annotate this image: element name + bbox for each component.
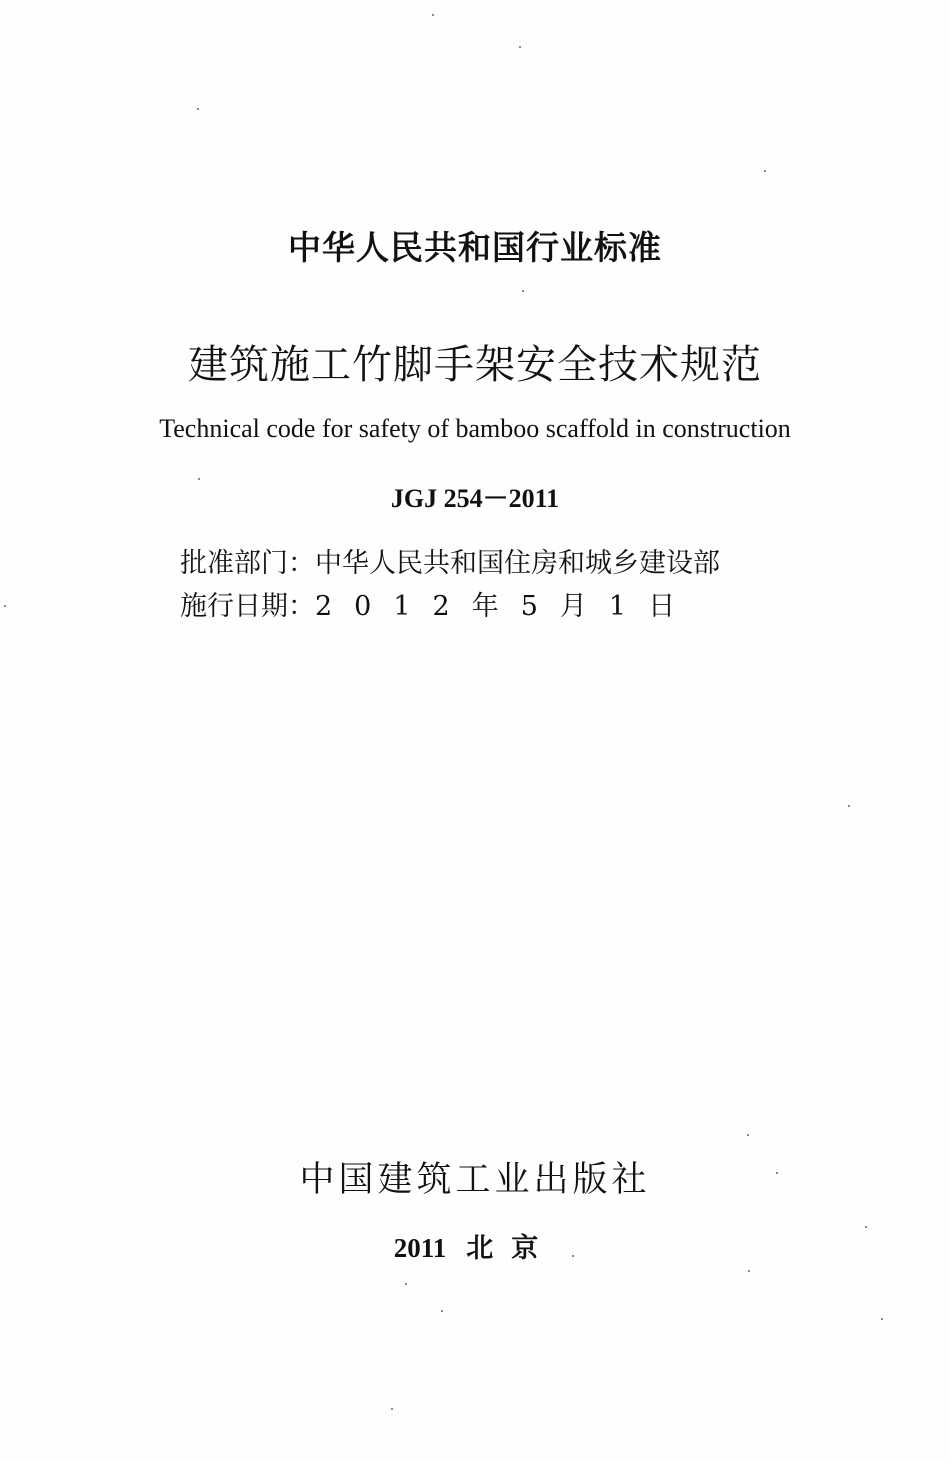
scan-speck [405, 1283, 407, 1285]
scan-speck [748, 1270, 750, 1272]
approval-value: 中华人民共和国住房和城乡建设部 [315, 548, 720, 579]
effective-date-label: 施行日期： [180, 591, 315, 622]
scan-speck [776, 1172, 778, 1174]
publication-city: 北京 [466, 1233, 557, 1263]
scan-speck [764, 170, 766, 172]
title-chinese: 建筑施工竹脚手架安全技术规范 [188, 342, 762, 388]
standard-category: 中华人民共和国行业标准 [288, 228, 662, 267]
scan-speck [441, 1310, 443, 1312]
approval-department [180, 541, 720, 580]
publication-info [0, 1226, 950, 1265]
scan-speck [4, 605, 6, 607]
publication-year: 2011 [393, 1233, 447, 1263]
title-english: Technical code for safety of bamboo scaffold in construction [159, 414, 791, 443]
scan-speck [432, 14, 434, 16]
approval-label: 批准部门： [180, 548, 315, 579]
scan-speck [747, 1134, 749, 1136]
scan-speck [881, 1318, 883, 1320]
scan-speck [522, 290, 524, 292]
effective-date-value: 2012年5月1日 [315, 591, 698, 622]
standard-code: JGJ 254－2011 [390, 484, 560, 513]
scan-speck [198, 478, 200, 480]
scan-speck [865, 1226, 867, 1228]
publisher: 中国建筑工业出版社 [299, 1160, 651, 1200]
effective-date [180, 584, 697, 623]
scan-speck [519, 46, 521, 48]
scan-speck [572, 1255, 574, 1257]
scan-speck [391, 1408, 393, 1410]
scan-speck [848, 805, 850, 807]
scan-speck [197, 108, 199, 110]
